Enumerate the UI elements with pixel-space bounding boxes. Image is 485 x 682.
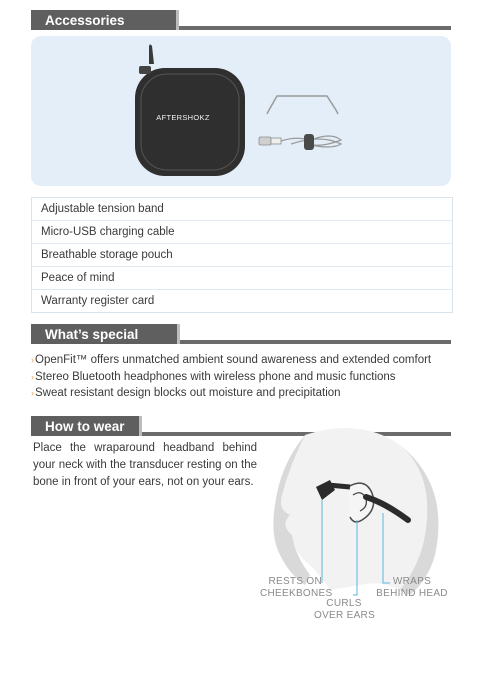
callout-text: OVER EARS xyxy=(314,610,376,621)
accessories-title: Accessories xyxy=(31,10,176,30)
pouch-brand-logo: AFTERSHOKZ xyxy=(156,113,210,122)
tension-band-image xyxy=(267,96,338,114)
accessories-header xyxy=(31,10,451,30)
callout-text: RESTS ON xyxy=(268,576,322,587)
wear-title: How to wear xyxy=(31,416,139,436)
accessories-image-panel xyxy=(31,36,451,186)
callout-text: CHEEKBONES xyxy=(260,588,333,599)
list-item xyxy=(31,385,471,402)
feature-text: OpenFit™ offers unmatched ambient sound awareness and extended comfort xyxy=(35,354,432,366)
special-header xyxy=(31,324,451,344)
callout-text: BEHIND HEAD xyxy=(376,588,448,599)
wear-instructions: Place the wraparound headband behind your neck with the transducer resting on the bone in front of your ears, not on your ears. xyxy=(33,442,257,488)
arrow-bullet-icon: › xyxy=(31,388,34,398)
features-list xyxy=(31,352,471,402)
list-item: Micro-USB charging cable xyxy=(32,221,452,244)
list-item: Warranty register card xyxy=(41,295,155,307)
storage-pouch-image xyxy=(135,44,245,176)
list-item: Adjustable tension band xyxy=(32,198,452,221)
list-item xyxy=(31,352,471,369)
feature-text: Stereo Bluetooth headphones with wireless phone and music functions xyxy=(35,370,396,383)
wraps-callout xyxy=(374,576,450,600)
cheekbones-callout xyxy=(260,576,333,600)
list-item: Breathable storage pouch xyxy=(32,244,452,267)
feature-text: Sweat resistant design blocks out moisture and precipitation xyxy=(35,387,341,399)
list-item xyxy=(31,369,471,386)
curls-callout xyxy=(314,598,374,622)
arrow-bullet-icon: › xyxy=(31,371,34,382)
callout-text: CURLS xyxy=(326,598,362,609)
accessories-list xyxy=(31,197,453,313)
accessories-illustration xyxy=(31,36,451,186)
special-title: What’s special xyxy=(31,324,177,344)
arrow-bullet-icon: › xyxy=(31,355,34,365)
usb-cable-image xyxy=(259,134,341,150)
callout-text: WRAPS xyxy=(392,576,432,587)
list-item: Peace of mind xyxy=(32,267,452,290)
